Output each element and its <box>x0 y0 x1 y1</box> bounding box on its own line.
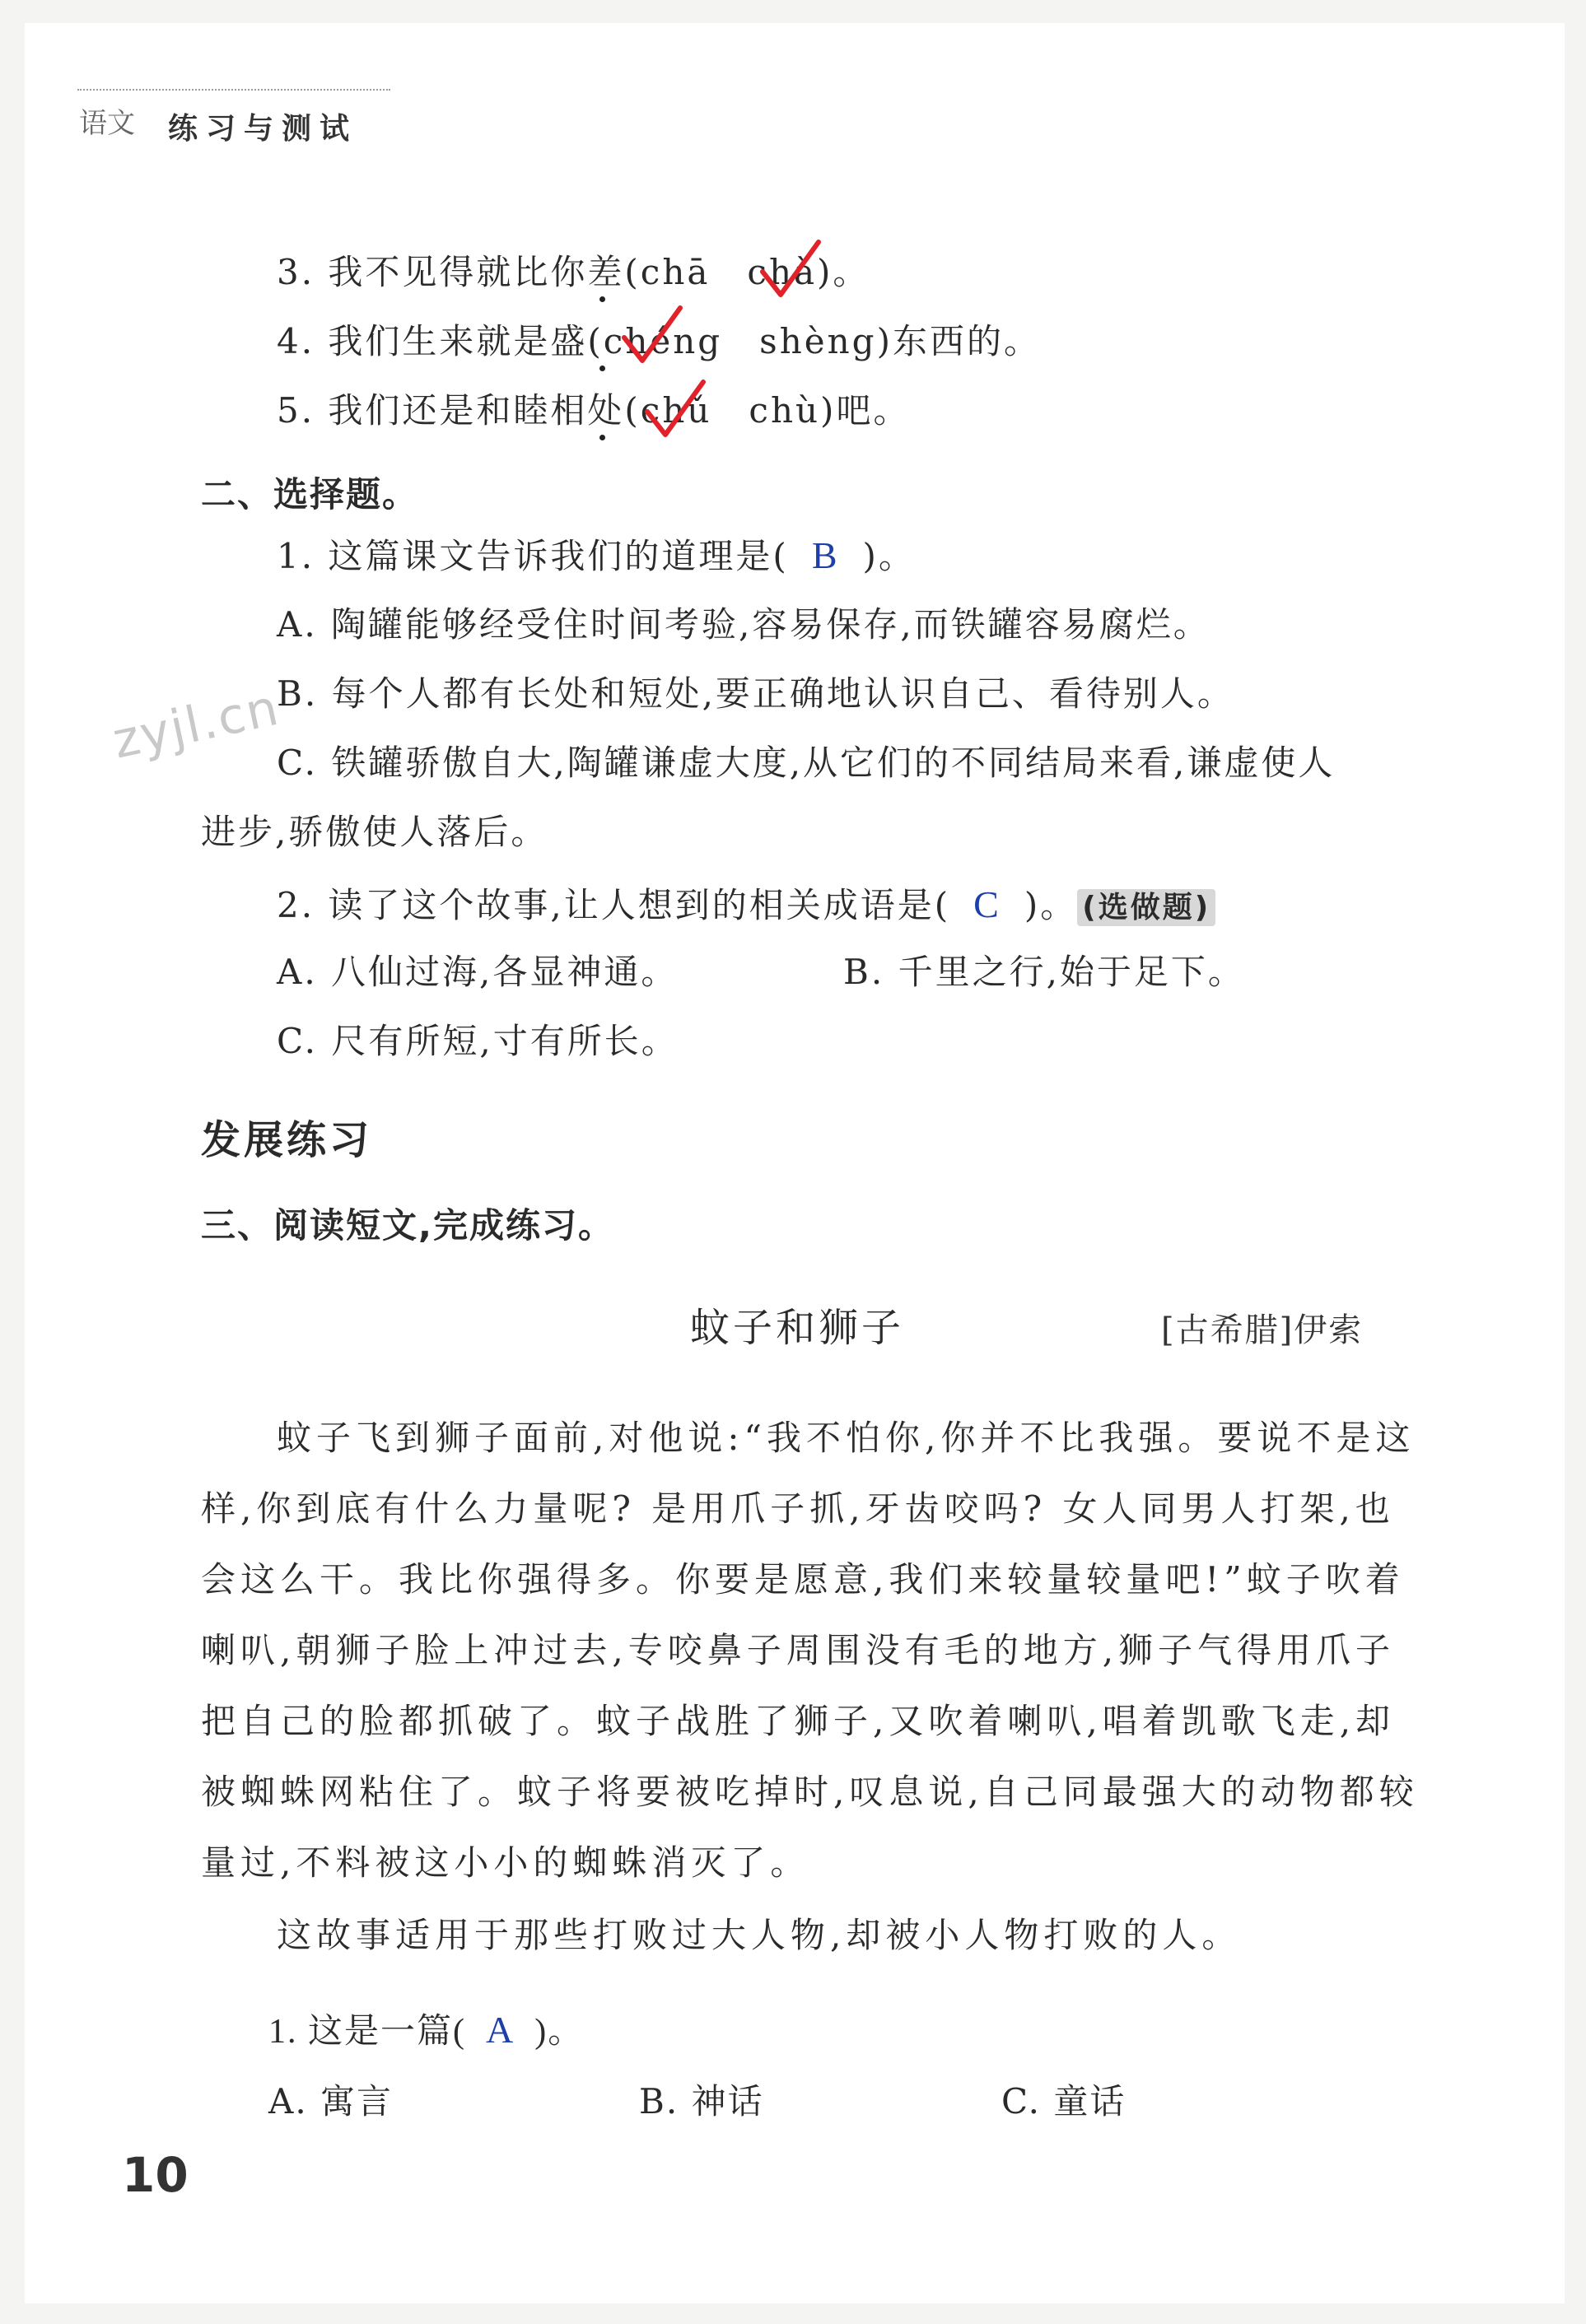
question-stem: 2. 读了这个故事,让人想到的相关成语是( <box>277 885 951 925</box>
story-line: 蚊子飞到狮子面前,对他说:“我不怕你,你并不比我强。要说不是这 <box>277 1418 1416 1458</box>
question-2-1 <box>277 534 916 576</box>
subject-label: 语文 <box>79 107 135 140</box>
option-c: C. 铁罐骄傲自大,陶罐谦虚大度,从它们的不同结局来看,谦虚使人 <box>277 743 1336 783</box>
option-a: A. 寓言 <box>268 2081 394 2121</box>
answer-text: B <box>811 534 840 576</box>
question-2-2 <box>277 883 1215 925</box>
section-title-reading: 三、阅读短文,完成练习。 <box>201 1205 614 1246</box>
story-title: 蚊子和狮子 <box>690 1305 905 1351</box>
question-stem: 1. 这篇课文告诉我们的道理是( <box>277 536 789 576</box>
answer-text: A <box>486 2009 515 2051</box>
option-b: B. 千里之行,始于足下。 <box>843 952 1245 992</box>
section-title-choice: 二、选择题。 <box>201 474 419 515</box>
option-c-cont: 进步,骄傲使人落后。 <box>201 812 548 852</box>
question-stem-end: )。 <box>862 536 916 576</box>
pinyin-item-3: 3. 我不见得就比你差(chā chà)。 <box>277 252 870 292</box>
pinyin-item-5: 5. 我们还是和睦相处(chǔ chù)吧。 <box>277 390 911 431</box>
story-line: 被蜘蛛网粘住了。蚊子将要被吃掉时,叹息说,自己同最强大的动物都较 <box>201 1772 1419 1812</box>
pinyin-item-4: 4. 我们生来就是盛(chéng shèng)东西的。 <box>277 321 1041 361</box>
watermark: zyjl.cn <box>107 678 285 771</box>
option-a: A. 陶罐能够经受住时间考验,容易保存,而铁罐容易腐烂。 <box>277 604 1210 645</box>
question-stem: 1. 这是一篇( <box>268 2013 466 2051</box>
answer-text: C <box>973 883 1001 925</box>
story-author: [古希腊]伊索 <box>1161 1311 1364 1349</box>
emphasis-dot <box>599 296 605 302</box>
question-stem-end: )。 <box>534 2013 585 2051</box>
emphasis-dot <box>599 435 605 440</box>
story-line: 喇叭,朝狮子脸上冲过去,专咬鼻子周围没有毛的地方,狮子气得用爪子 <box>201 1630 1396 1670</box>
page-number: 10 <box>122 2147 189 2203</box>
story-line: 样,你到底有什么力量呢? 是用爪子抓,牙齿咬吗? 女人同男人打架,也 <box>201 1488 1395 1529</box>
emphasis-dot <box>599 366 605 371</box>
check-mark-icon <box>619 305 685 370</box>
option-c: C. 童话 <box>1001 2081 1127 2121</box>
book-title: 练习与测试 <box>168 112 358 146</box>
check-mark-icon <box>758 239 823 305</box>
question-stem-end: )。 <box>1024 885 1078 925</box>
development-title: 发展练习 <box>201 1117 373 1163</box>
story-line: 量过,不料被这小小的蜘蛛消灭了。 <box>201 1842 810 1883</box>
story-line: 会这么干。我比你强得多。你要是愿意,我们来较量较量吧!”蚊子吹着 <box>201 1559 1405 1600</box>
option-c: C. 尺有所短,寸有所长。 <box>277 1021 679 1061</box>
check-mark-icon <box>642 379 708 445</box>
question-3-1 <box>268 2004 584 2053</box>
option-b: B. 神话 <box>639 2081 764 2121</box>
option-b: B. 每个人都有长处和短处,要正确地认识自己、看待别人。 <box>277 673 1234 714</box>
story-line: 把自己的脸都抓破了。蚊子战胜了狮子,又吹着喇叭,唱着凯歌飞走,却 <box>201 1701 1396 1741</box>
optional-tag: (选做题) <box>1077 889 1215 926</box>
story-moral: 这故事适用于那些打败过大人物,却被小人物打败的人。 <box>277 1915 1242 1955</box>
option-a: A. 八仙过海,各显神通。 <box>277 952 679 992</box>
